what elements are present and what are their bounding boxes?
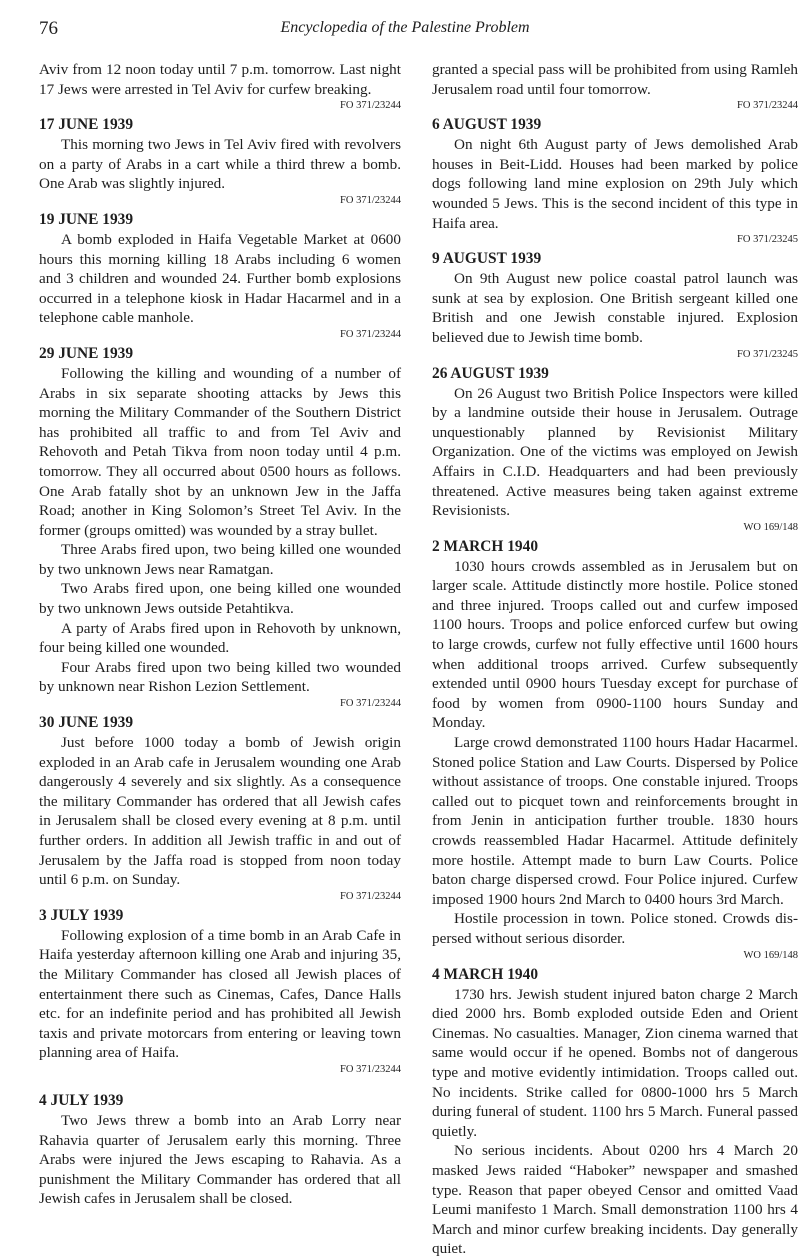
source-reference: FO 371/23244 [340, 698, 401, 710]
source-reference: FO 371/23245 [737, 348, 798, 360]
entry-date-heading: 17 JUNE 1939 [39, 116, 134, 134]
entry-date-heading: 4 JULY 1939 [39, 1091, 124, 1109]
entry-date-heading: 19 JUNE 1939 [39, 210, 134, 228]
entry-date-heading: 2 MARCH 1940 [432, 537, 539, 555]
body-paragraph: On 9th August new police coastal patrol launch was sunk at sea by explosion. One British sergeant killed one British and one Jewish constable injured. Explosion believed due to Jewish time bomb. [432, 270, 798, 346]
source-reference: FO 371/23244 [340, 1063, 401, 1075]
entry-date-heading: 6 AUGUST 1939 [432, 116, 542, 134]
body-paragraph: 1030 hours crowds assembled as in Jerusalem but on larger scale. Attitude distinctly more hostile. Police stoned and three injured. Troops called out and curfew imposed 1100 hours. Troops and police enforced curfew but owing to large crowds, curfew not fully effective until 1600 hours when additional troops arrived. Curfew subsequently extended until 0900 hours Tuesday except for purchase of food by women from 0900-1100 hours Sunday and Monday. [432, 557, 798, 732]
body-paragraph: Three Arabs fired upon, two being killed one wounded by two unknown Jews near Ramatgan. [39, 541, 401, 578]
body-paragraph: Two Arabs fired upon, one being killed one wounded by two unknown Jews outside Petahtikva. [39, 580, 401, 618]
body-paragraph: granted a special pass will be prohibited from using Ramleh Jerusalem road until four tomorrow. [432, 61, 798, 98]
entry-date-heading: 4 MARCH 1940 [432, 965, 539, 983]
page-number: 76 [39, 18, 58, 39]
entry-date-heading: 9 AUGUST 1939 [432, 250, 542, 268]
body-paragraph: Two Jews threw a bomb into an Arab Lorry near Rahavia quarter of Jerusalem early this morning. Three Arabs were injured the Jews escaping to Rahavia. As a punishment the Military Commander has ordered that all Jewish cafes in Jerusalem shall be closed. [39, 1111, 401, 1208]
body-paragraph: This morning two Jews in Tel Aviv fired with revolvers on a party of Arabs in a cart while a third threw a bomb. One Arab was slightly injured. [39, 136, 401, 193]
body-paragraph: Just before 1000 today a bomb of Jewish origin exploded in an Arab cafe in Jerusalem wounding one Arab dangerously 4 severely and six slightly. As a consequence the military Commander has ordered that all Jewish cafes in Jerusalem shall be closed every evening at 8 p.m. until further orders. In addition all Jewish traffic in and out of Jerusalem by the Jaffa road is stopped from noon today until 6 p.m. on Sunday. [39, 734, 401, 889]
page-header [0, 14, 810, 44]
body-paragraph: Large crowd demonstrated 1100 hours Hadar Hacarmel. Stoned police Station and Law Courts. Dispersed by Police without assistance of troops. One constable injured. Troops called out to picquet town and reinforcements brought in from Jenin in anticipation further trouble. 1830 hours crowds reassembled Hadar Hacarmel. Attitude definitely more hostile. Attempt made to burn Law Courts. Police baton charge dispersed crowd. Four Police injured. Curfew imposed 1900 hours 2nd March to 0400 hours 3rd March. [432, 734, 798, 908]
body-paragraph: Four Arabs fired upon two being killed two wounded by unknown near Rishon Lezion Settlement. [39, 658, 401, 696]
entry-date-heading: 29 JUNE 1939 [39, 344, 134, 362]
source-reference: FO 371/23244 [340, 890, 401, 902]
body-paragraph: On 26 August two British Police Inspectors were killed by a landmine outside their house in Jerusalem. Outrage unquestionably planned by Revisionist Military Organization. One of the victims was employed on Jewish Affairs in C.I.D. Headquarters and had been previously threatened. Active measures being taken against extreme Revisionists. [432, 384, 798, 520]
body-paragraph: Aviv from 12 noon today until 7 p.m. tomorrow. Last night 17 Jews were arrested in Tel Aviv for curfew breaking. [39, 61, 401, 98]
entry-date-heading: 26 AUGUST 1939 [432, 364, 549, 382]
body-paragraph: No serious incidents. About 0200 hrs 4 March 20 masked Jews raided “Haboker” newspaper and smashed type. Reason that paper obeyed Censor and omitted Vaad Leumi manifesto 1 March. Small demonstration 1100 hrs 4 March and minor curfew breaking incidents. Day generally quiet. [432, 1142, 798, 1258]
source-reference: FO 371/23244 [737, 100, 798, 112]
source-reference: WO 169/148 [743, 521, 798, 533]
left-column [39, 60, 401, 1209]
source-reference: FO 371/23244 [340, 100, 401, 112]
right-column [432, 60, 798, 1259]
source-reference: FO 371/23245 [737, 234, 798, 246]
spacer [39, 1079, 401, 1091]
body-paragraph: A bomb exploded in Haifa Vegetable Market at 0600 hours this morning killing 18 Arabs including 6 women and 3 children and wounded 24. Further bomb explosions occurred in a telephone kiosk in Hadar Hacarmel and in a telephone cable manhole. [39, 230, 401, 327]
source-reference: FO 371/23244 [340, 194, 401, 206]
body-paragraph: A party of Arabs fired upon in Rehovoth by unknown, four being killed one wounded. [39, 619, 401, 657]
source-reference: WO 169/148 [743, 949, 798, 961]
running-title: Encyclopedia of the Palestine Problem [280, 19, 530, 36]
body-paragraph: Following explosion of a time bomb in an Arab Cafe in Haifa yesterday afternoon killing one Arab and injuring 35, the Military Commander has closed all Jewish places of entertainment there such as Cinemas, Cafes, Dance Halls etc. for an indefinite period and has prohibited all Jewish taxis and private motorcars from entering or leaving town planning area of Haifa. [39, 926, 401, 1062]
entry-date-heading: 3 JULY 1939 [39, 906, 124, 924]
entry-date-heading: 30 JUNE 1939 [39, 714, 134, 732]
body-paragraph: 1730 hrs. Jewish student injured baton charge 2 March died 2000 hrs. Bomb exploded outside Eden and Orient Cinemas. No casualties. Manager, Zion cinema warned that same would occur if he opened. Bombs not of dangerous type and motive evidently intimidation. Troops called out. No incidents. Strike called for 0800-1000 hrs 5 March during funeral of student. 1100 hrs 5 March. Funeral passed quietly. [432, 985, 798, 1140]
body-paragraph: Hostile procession in town. Police stoned. Crowds dispersed without serious disorder. [432, 910, 798, 947]
body-paragraph: Following the killing and wounding of a number of Arabs in six separate shooting attacks by Jews this morning the Military Commander of the Southern District has prohibited all traffic to and from Tel Aviv and Rehovoth and Petah Tikva from noon today until 4 p.m. tomorrow. They all occurred about 0500 hours as follows. One Arab fatally shot by an unknown Jew in the Jaffa Road; another in King Solomon’s Street Tel Aviv. In the former (groups omitted) was wounded by a stray bullet. [39, 364, 401, 539]
body-paragraph: On night 6th August party of Jews demolished Arab houses in Beit-Lidd. Houses had been marked by police dogs following land mine explosion on 29th July which wounded 5 Jews. This is the second incident of this type in Haifa area. [432, 136, 798, 232]
source-reference: FO 371/23244 [340, 328, 401, 340]
